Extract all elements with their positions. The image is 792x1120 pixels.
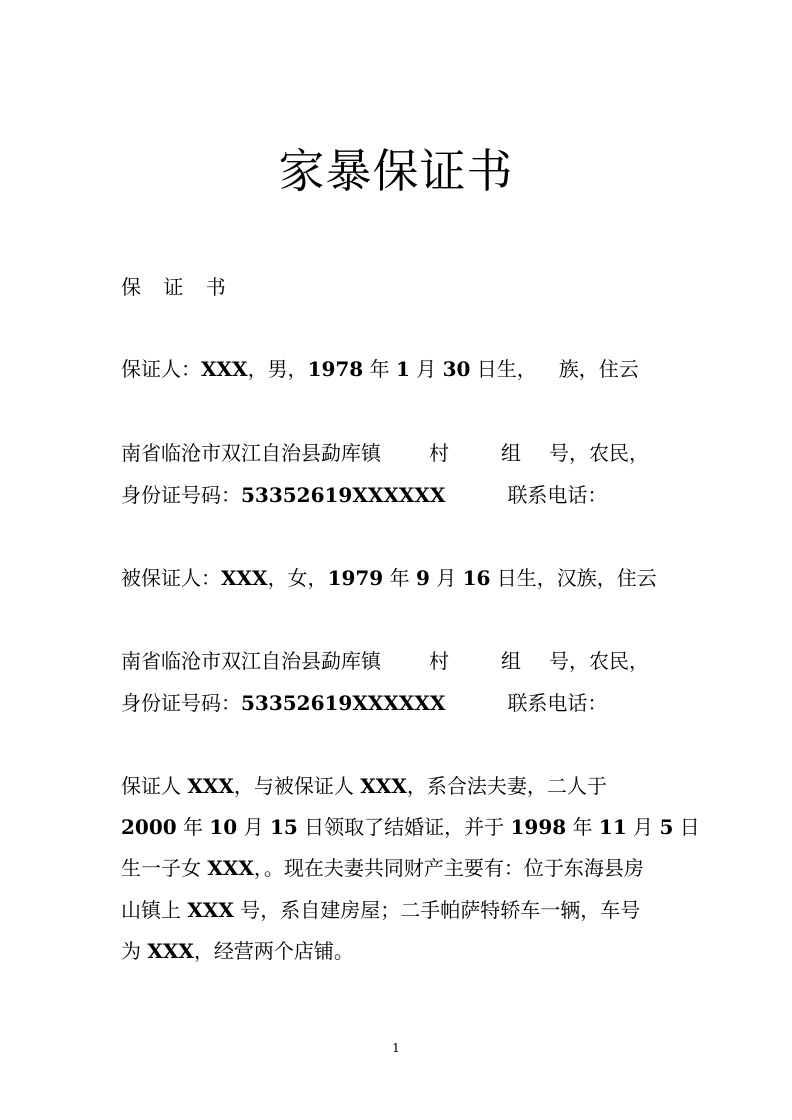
guaranteed-id-label: 身份证号码：	[121, 691, 241, 715]
body-text: 保证人	[121, 774, 188, 798]
guaranteed-village: 村	[429, 649, 449, 673]
body-text: ，。现在夫妻共同财产主要有：位于东海县房	[253, 856, 644, 880]
guaranteed-year-char: 年	[383, 566, 416, 590]
body-number: 1998	[510, 815, 567, 839]
body-number: 5	[659, 815, 674, 839]
body-text: 月	[237, 815, 270, 839]
body-name: XXX	[187, 898, 234, 922]
body-name: XXX	[360, 774, 407, 798]
body-text: ，与被保证人	[233, 774, 361, 798]
body-name: XXX	[187, 774, 234, 798]
body-line-2	[121, 814, 700, 840]
guaranteed-name: XXX	[221, 566, 268, 590]
guaranteed-id-number: 53352619XXXXXX	[241, 691, 446, 715]
subtitle: 保 证 书	[121, 275, 234, 299]
guarantor-year-char: 年	[363, 357, 396, 381]
guaranteed-day-char: 日生，汉族，住云	[490, 566, 657, 590]
body-number: 11	[598, 815, 627, 839]
guaranteed-month-char: 月	[429, 566, 463, 590]
body-line-5	[121, 938, 354, 964]
guaranteed-group: 组	[501, 649, 521, 673]
body-number: 15	[269, 815, 298, 839]
guarantor-name: XXX	[201, 357, 248, 381]
guarantor-birth-month: 1	[395, 357, 410, 381]
body-text: ，系合法夫妻，二人于	[406, 774, 607, 798]
guarantor-phone-label: 联系电话：	[507, 483, 608, 507]
guarantor-intro: 保证人：	[121, 357, 201, 381]
guaranteed-line-3	[121, 690, 607, 716]
guaranteed-birth-month: 9	[415, 566, 430, 590]
guaranteed-line-2	[121, 648, 649, 674]
guarantor-ethnicity: 族，住云	[558, 357, 639, 381]
guarantor-gender: ，男，	[247, 357, 308, 381]
guaranteed-phone-label: 联系电话：	[507, 691, 608, 715]
guaranteed-address: 南省临沧市双江自治县勐库镇	[121, 649, 381, 673]
guarantor-month-char: 月	[409, 357, 443, 381]
body-text: 年	[176, 815, 210, 839]
page-title: 家暴保证书	[278, 144, 514, 198]
page-number: 1	[392, 1041, 400, 1055]
body-line-1	[121, 773, 607, 799]
guarantor-group: 组	[501, 441, 521, 465]
guarantor-number-suffix: 号，农民，	[549, 441, 649, 465]
body-text: 月	[626, 815, 660, 839]
body-line-3	[121, 855, 644, 881]
body-text: ，经营两个店铺。	[193, 939, 354, 963]
body-text: 日	[673, 815, 700, 839]
body-text: 生一子女	[121, 856, 208, 880]
guarantor-address: 南省临沧市双江自治县勐库镇	[121, 441, 381, 465]
body-text: 号，系自建房屋；二手帕萨特轿车一辆，车号	[233, 898, 641, 922]
body-number: 10	[209, 815, 238, 839]
body-text: 年	[566, 815, 599, 839]
guarantor-birth-year: 1978	[307, 357, 364, 381]
guaranteed-number-suffix: 号，农民，	[549, 649, 649, 673]
guaranteed-birth-year: 1979	[327, 566, 384, 590]
guarantor-id-number: 53352619XXXXXX	[241, 483, 446, 507]
body-line-4	[121, 897, 640, 923]
guaranteed-line-1	[121, 565, 657, 591]
body-text: 山镇上	[121, 898, 188, 922]
guarantor-village: 村	[429, 441, 449, 465]
guaranteed-intro: 被保证人：	[121, 566, 221, 590]
guarantor-id-label: 身份证号码：	[121, 483, 241, 507]
guarantor-line-1	[121, 356, 639, 382]
body-number: 2000	[121, 815, 177, 839]
body-text: 日领取了结婚证，并于	[297, 815, 511, 839]
guarantor-line-2	[121, 440, 649, 466]
guaranteed-birth-day: 16	[462, 566, 491, 590]
guarantor-line-3	[121, 482, 607, 508]
body-text: 为	[121, 939, 148, 963]
guarantor-birth-day: 30	[442, 357, 471, 381]
guarantor-day-char: 日生，	[470, 357, 537, 381]
guaranteed-gender: ，女，	[267, 566, 328, 590]
body-name: XXX	[147, 939, 194, 963]
body-name: XXX	[207, 856, 254, 880]
